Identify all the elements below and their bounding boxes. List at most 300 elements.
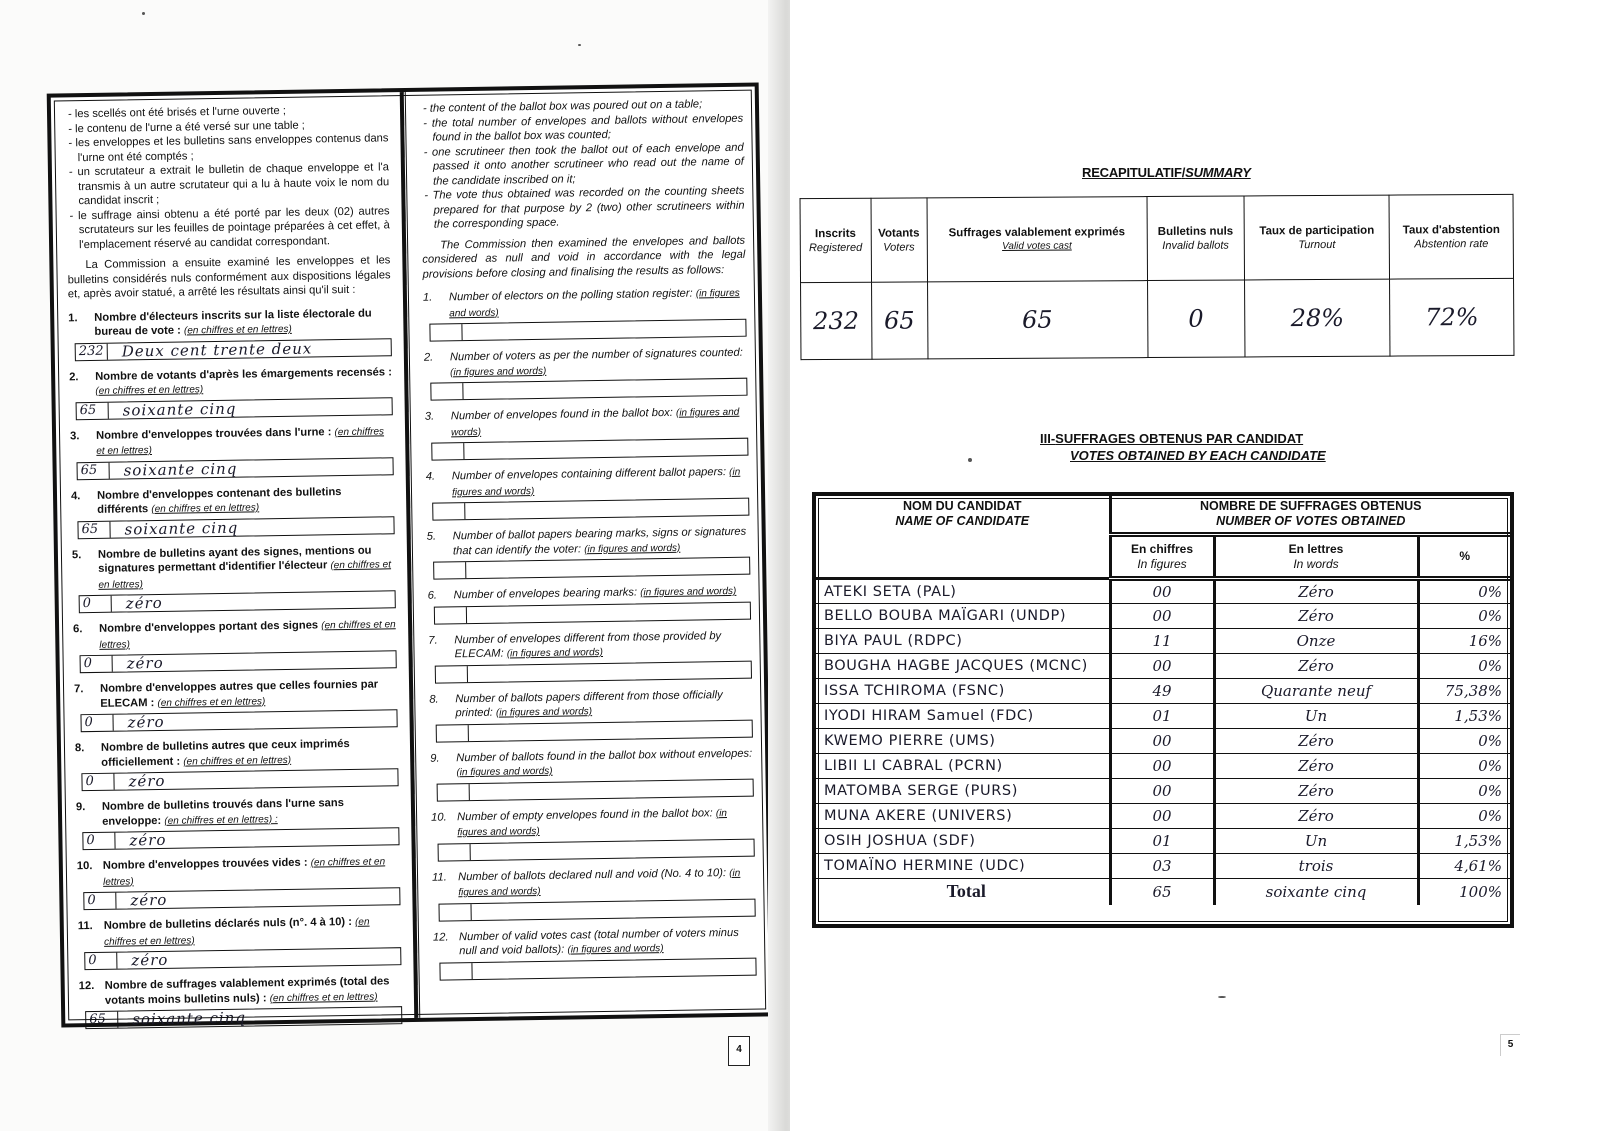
item-hint: (in figures and words)	[567, 943, 664, 956]
item-text: Nombre de bulletins ayant des signes, mentions ou signatures permettant d'identifier l'électeur	[97, 544, 372, 575]
answer-figure[interactable]	[439, 844, 471, 861]
answer-figure[interactable]	[432, 443, 464, 460]
candidate-percent: 0%	[1418, 604, 1510, 629]
answer-words[interactable]: zéro	[127, 712, 165, 732]
answer-figure[interactable]	[438, 784, 470, 801]
answer-figure[interactable]: 0	[84, 893, 116, 910]
candidate-name: MUNA AKERE (UNIVERS)	[816, 804, 1110, 829]
answer-figure[interactable]	[431, 383, 463, 400]
answer-words[interactable]	[470, 779, 753, 799]
summary-value: 65	[927, 281, 1147, 359]
summary-col-fr: Votants	[878, 226, 920, 240]
item-hint: (en chiffres et en lettres)	[183, 323, 292, 337]
form-item	[432, 865, 755, 901]
total-percent: 100%	[1418, 879, 1510, 905]
answer-words[interactable]	[471, 899, 754, 919]
answer-words[interactable]	[469, 720, 752, 740]
summary-col-fr: Taux d'abstention	[1402, 223, 1500, 236]
item-hint: (in figures and words)	[458, 867, 741, 899]
page-number-left: 4	[728, 1036, 750, 1066]
candidate-votes-figure: 00	[1110, 604, 1214, 629]
candidate-votes-figure: 00	[1110, 804, 1214, 829]
item-text: Number of voters as per the number of signatures counted:	[449, 346, 743, 364]
form-item	[430, 746, 753, 781]
summary-col-header	[1244, 195, 1390, 280]
answer-figure[interactable]: 232	[76, 343, 108, 360]
procedure-bullet: - The vote thus obtained was recorded on the counting sheets prepared for that purpose by 2 (two) other scrutineers within the corresponding space.	[424, 184, 745, 231]
candidate-votes-figure: 01	[1110, 704, 1214, 729]
item-number: 4.	[425, 470, 436, 483]
form-item	[429, 687, 752, 722]
candidate-row	[816, 729, 1510, 754]
answer-field[interactable]	[75, 338, 392, 361]
item-label	[101, 736, 398, 771]
item-text: Nombre d'enveloppes autres que celles fournies par ELECAM :	[99, 678, 379, 710]
item-hint: (in figures and words)	[450, 365, 547, 378]
candidate-name: BELLO BOUBA MAÏGARI (UNDP)	[816, 604, 1110, 629]
votes-header-row	[816, 496, 1510, 535]
item-label	[455, 687, 752, 722]
item-label	[453, 525, 750, 560]
item-number: 5.	[426, 530, 437, 543]
answer-words[interactable]	[464, 439, 747, 459]
form-item	[424, 346, 747, 381]
item-label	[452, 465, 749, 501]
answer-words[interactable]: Deux cent trente deux	[121, 339, 313, 361]
candidate-row	[816, 704, 1510, 729]
procedure-bullet: - the total number of envelopes and ballots without envelopes found in the ballot box was counted;	[423, 112, 744, 144]
item-number: 3.	[69, 429, 80, 442]
answer-words[interactable]	[462, 320, 745, 340]
answer-figure[interactable]: 0	[80, 596, 112, 613]
candidate-percent: 4,61%	[1418, 854, 1510, 879]
form-item	[79, 974, 402, 1009]
scan-speck	[968, 458, 972, 462]
item-number: 1.	[422, 291, 433, 304]
candidate-percent: 16%	[1418, 629, 1510, 654]
sub-words-fr: En lettres	[1288, 541, 1344, 556]
candidate-votes-words: Zéro	[1214, 654, 1418, 679]
summary-col-en: Turnout	[1298, 238, 1336, 251]
answer-field[interactable]	[79, 590, 396, 613]
answer-figure[interactable]: 65	[78, 521, 110, 538]
answer-words[interactable]	[466, 558, 749, 578]
item-label	[99, 617, 396, 653]
item-text: Number of envelopes bearing marks:	[453, 586, 638, 602]
item-hint: (in figures and words)	[456, 765, 553, 779]
answer-figure[interactable]	[434, 562, 466, 579]
summary-value: 28%	[1245, 279, 1391, 357]
answer-field[interactable]	[76, 397, 393, 420]
votes-section-title	[1040, 430, 1420, 464]
item-number: 2.	[69, 370, 79, 383]
candidate-row	[816, 804, 1510, 829]
form-item	[428, 628, 751, 663]
candidate-votes-words: Zéro	[1214, 729, 1418, 754]
item-number: 5.	[71, 548, 82, 561]
form-item	[68, 306, 391, 341]
procedure-bullet: - les scellés ont été brisés et l'urne ouverte ;	[67, 104, 287, 121]
item-label	[104, 914, 401, 950]
candidate-percent: 1,53%	[1418, 829, 1510, 854]
answer-figure[interactable]: 0	[81, 656, 113, 673]
item-hint: (en chiffres et en lettres)	[103, 916, 370, 948]
answer-field[interactable]	[438, 838, 755, 861]
total-figure: 65	[1110, 879, 1214, 905]
item-label	[97, 484, 394, 519]
summary-table	[800, 194, 1515, 360]
item-text: Nombre d'enveloppes portant des signes	[99, 619, 319, 635]
item-label	[454, 584, 751, 604]
summary-title-sep: /	[1181, 165, 1186, 180]
candidate-votes-figure: 00	[1110, 779, 1214, 804]
item-hint: (in figures and words)	[584, 542, 681, 555]
votes-obtained-header	[1110, 496, 1510, 535]
item-number: 11.	[431, 870, 447, 884]
answer-words[interactable]: soixante cinq	[124, 518, 239, 538]
item-text: Number of empty envelopes found in the ballot box:	[457, 806, 713, 823]
candidate-votes-words: Onze	[1214, 629, 1418, 654]
item-text: Number of valid votes cast (total number of voters minus null and void ballots):	[458, 926, 739, 958]
item-number: 12.	[78, 980, 95, 993]
candidate-votes-words: Un	[1214, 829, 1418, 854]
procedure-bullet: - le suffrage ainsi obtenu a été porté par les deux (02) autres scrutateurs sur les feuilles de pointage préparées à cet effet, à l'emplacement réservé au candidat correspondant.	[69, 204, 390, 251]
item-hint: (in figures and words)	[640, 585, 737, 599]
answer-words[interactable]: zéro	[125, 593, 163, 613]
answer-field[interactable]	[85, 1006, 402, 1029]
candidate-row	[816, 829, 1510, 854]
item-text: Number of ballots declared null and void (No. 4 to 10):	[457, 866, 727, 883]
answer-words[interactable]: soixante cinq	[123, 459, 238, 479]
candidate-votes-figure: 03	[1110, 854, 1214, 879]
candidate-votes-figure: 00	[1110, 729, 1214, 754]
summary-value: 232	[801, 282, 872, 359]
candidate-name: ATEKI SETA (PAL)	[816, 579, 1110, 604]
answer-words[interactable]: zéro	[130, 890, 168, 910]
item-label	[103, 854, 400, 890]
form-item	[72, 543, 396, 594]
summary-col-en: Abstention rate	[1414, 237, 1489, 250]
item-number: 9.	[75, 801, 86, 814]
item-number: 7.	[73, 683, 84, 696]
candidate-votes-words: Zéro	[1214, 804, 1418, 829]
form-item	[427, 525, 750, 560]
summary-title	[1082, 165, 1251, 180]
answer-field[interactable]	[77, 516, 394, 539]
answer-words[interactable]	[463, 379, 746, 399]
form-item	[426, 465, 749, 501]
item-hint: (en chiffres et en lettres)	[96, 425, 385, 457]
item-number: 8.	[429, 693, 439, 706]
answer-field[interactable]	[439, 957, 756, 980]
answer-words[interactable]	[465, 499, 748, 519]
candidate-name: ISSA TCHIROMA (FSNC)	[816, 679, 1110, 704]
commission-paragraph: La Commission a ensuite examiné les enveloppes et les bulletins considérés nuls conformément aux dispositions légales et, après avoir statué, a arrêté les résultats ainsi qu'il suit :	[67, 254, 391, 301]
in-words-header	[1214, 535, 1418, 579]
item-hint: (en chiffres et en lettres)	[269, 991, 378, 1004]
item-number: 10.	[76, 860, 93, 873]
candidate-percent: 0%	[1418, 754, 1510, 779]
candidate-votes-words: Zéro	[1214, 754, 1418, 779]
item-number: 9.	[430, 752, 440, 765]
form-item	[70, 424, 393, 460]
item-label	[98, 543, 396, 593]
procedure-bullet: - one scrutineer then took the ballot out of each envelope and passed it onto another scrutineer who read out the name of the candidate inscribed on it;	[423, 141, 744, 188]
answer-figure[interactable]	[430, 324, 462, 341]
summary-header-row	[800, 194, 1513, 282]
header-name-en: NAME OF CANDIDATE	[895, 514, 1030, 528]
item-label	[457, 805, 754, 841]
answer-words[interactable]	[468, 661, 751, 681]
item-label	[96, 424, 393, 460]
candidate-percent: 0%	[1418, 579, 1510, 604]
commission-paragraph: The Commission then examined the envelopes and ballots considered as null and void in accordance with the legal provisions before closing and finalising the results as follows:	[422, 234, 746, 281]
item-hint: (en chiffres et en lettres)	[98, 559, 392, 591]
item-text: Number of ballots found in the ballot box without envelopes:	[456, 747, 753, 764]
item-text: Number of envelopes containing different ballot papers:	[451, 466, 727, 483]
answer-figure[interactable]: 0	[85, 953, 117, 970]
summary-col-fr: Bulletins nuls	[1157, 225, 1234, 238]
procedure-bullet: - le contenu de l'urne a été versé sur une table ;	[68, 119, 305, 135]
candidate-row	[816, 604, 1510, 629]
answer-figure[interactable]	[435, 607, 467, 624]
form-item	[423, 286, 746, 322]
item-hint: (en chiffres et en lettres)	[95, 384, 204, 397]
item-hint: (in figures and words)	[457, 807, 728, 839]
item-text: Number of ballots papers different from those officially printed:	[455, 688, 723, 720]
answer-figure[interactable]: 0	[81, 715, 113, 732]
candidate-name: LIBII LI CABRAL (PCRN)	[816, 754, 1110, 779]
item-hint: (in figures and words)	[451, 466, 741, 498]
answer-figure[interactable]	[437, 725, 469, 742]
left-page	[0, 0, 790, 1131]
in-figures-header	[1110, 535, 1214, 579]
answer-figure[interactable]	[436, 666, 468, 683]
answer-field[interactable]	[83, 887, 400, 910]
answer-figure[interactable]: 65	[78, 462, 110, 479]
item-label	[105, 974, 402, 1009]
answer-words[interactable]: zéro	[129, 830, 167, 850]
item-text: Nombre de votants d'après les émargements recensés :	[95, 365, 392, 383]
header-name-fr: NOM DU CANDIDAT	[902, 499, 1022, 513]
answer-figure[interactable]: 0	[82, 774, 114, 791]
candidate-name: BIYA PAUL (RDPC)	[816, 629, 1110, 654]
item-text: Nombre d'enveloppes trouvées dans l'urne :	[95, 425, 332, 442]
candidate-row	[816, 779, 1510, 804]
answer-figure[interactable]	[440, 963, 472, 980]
answer-field[interactable]	[84, 947, 401, 970]
summary-col-en: Invalid ballots	[1162, 239, 1229, 252]
answer-field[interactable]	[436, 719, 753, 742]
item-hint: (in figures and words)	[495, 706, 593, 719]
answer-words[interactable]: zéro	[128, 771, 166, 791]
summary-title-fr: RECAPITULATIF	[1082, 165, 1182, 180]
item-label	[450, 346, 747, 381]
scan-speck	[142, 12, 145, 15]
sub-figures-en: In figures	[1137, 556, 1187, 571]
candidate-percent: 75,38%	[1418, 679, 1510, 704]
answer-words[interactable]: zéro	[131, 950, 169, 970]
candidate-name-header	[816, 496, 1110, 579]
candidate-name: TOMAÏNO HERMINE (UDC)	[816, 854, 1110, 879]
item-number: 10.	[431, 810, 447, 824]
form-item	[71, 484, 394, 519]
candidate-row	[816, 629, 1510, 654]
candidate-votes-figure: 00	[1110, 654, 1214, 679]
form-item	[425, 405, 748, 441]
summary-col-header	[800, 198, 871, 282]
item-hint: (en chiffres et en lettres) :	[164, 813, 278, 827]
votes-table-frame	[812, 492, 1514, 928]
item-label	[459, 925, 756, 960]
answer-field[interactable]	[429, 319, 746, 342]
item-text: Nombre d'enveloppes contenant des bulletins différents	[96, 485, 342, 516]
item-label	[449, 286, 746, 322]
candidate-percent: 0%	[1418, 729, 1510, 754]
answer-figure[interactable]: 65	[77, 402, 109, 419]
answer-words[interactable]: zéro	[126, 653, 164, 673]
candidate-votes-words: Un	[1214, 704, 1418, 729]
answer-words[interactable]	[467, 602, 750, 622]
item-label	[458, 865, 755, 901]
item-label	[456, 746, 753, 781]
candidate-votes-words: Zéro	[1214, 779, 1418, 804]
answer-words[interactable]	[472, 958, 755, 978]
candidate-name: IYODI HIRAM Samuel (FDC)	[816, 704, 1110, 729]
summary-value: 0	[1147, 280, 1245, 358]
item-text: Nombre de suffrages valablement exprimés (total des votants moins bulletins nuls) :	[104, 975, 390, 1007]
item-number: 8.	[74, 742, 85, 755]
pv-form-frame	[47, 82, 774, 1027]
candidate-votes-words: Zéro	[1214, 604, 1418, 629]
candidate-votes-words: Zéro	[1214, 579, 1418, 604]
answer-words[interactable]: soixante cinq	[122, 399, 237, 419]
header-votes-fr: NOMBRE DE SUFFRAGES OBTENUS	[1199, 499, 1422, 513]
answer-field[interactable]	[435, 660, 752, 683]
votes-title-fr: SUFFRAGES OBTENUS PAR CANDIDAT	[1055, 431, 1304, 446]
summary-col-fr: Inscrits	[814, 227, 856, 240]
form-item	[73, 617, 396, 653]
answer-words[interactable]	[471, 839, 754, 859]
candidate-name: BOUGHA HAGBE JACQUES (MCNC)	[816, 654, 1110, 679]
item-label	[451, 405, 748, 441]
item-number: 7.	[428, 634, 438, 647]
procedure-bullet: - un scrutateur a extrait le bulletin de chaque enveloppe et l'a transmis à un autre scrutateur qui a lu à haute voix le nom du candidat inscrit ;	[68, 161, 390, 208]
item-number: 3.	[424, 410, 435, 423]
item-text: Nombre de bulletins déclarés nuls (n°. 4 à 10) :	[103, 915, 353, 932]
answer-field[interactable]	[430, 378, 747, 401]
item-label	[100, 677, 397, 712]
item-number: 11.	[77, 920, 93, 933]
item-number: 1.	[68, 311, 78, 324]
summary-value: 65	[871, 282, 928, 359]
candidate-row	[816, 854, 1510, 879]
item-text: Number of envelopes different from those provided by ELECAM:	[454, 629, 722, 661]
answer-figure[interactable]	[439, 904, 471, 921]
item-text: Number of ballot papers bearing marks, signs or signatures that can identify the voter:	[452, 525, 747, 557]
item-text: Nombre d'enveloppes trouvées vides :	[102, 856, 308, 872]
summary-col-header	[1147, 196, 1245, 281]
item-hint: (en chiffres et en lettres)	[183, 754, 292, 768]
candidate-votes-words: trois	[1214, 854, 1418, 879]
item-hint: (en chiffres et en lettres)	[103, 856, 386, 888]
candidate-name: MATOMBA SERGE (PURS)	[816, 779, 1110, 804]
section-roman-numeral: III-	[1040, 431, 1056, 446]
answer-field[interactable]	[80, 709, 397, 732]
answer-field[interactable]	[431, 438, 748, 461]
item-number: 12.	[432, 930, 449, 944]
item-number: 6.	[427, 589, 438, 602]
candidate-votes-figure: 11	[1110, 629, 1214, 654]
candidate-percent: 0%	[1418, 779, 1510, 804]
votes-title-en: VOTES OBTAINED BY EACH CANDIDATE	[1070, 448, 1326, 463]
answer-field[interactable]	[80, 650, 397, 673]
item-number: 2.	[423, 351, 434, 364]
summary-col-header	[1389, 194, 1513, 279]
answer-field[interactable]	[432, 498, 749, 521]
sub-words-en: In words	[1293, 556, 1339, 571]
total-label: Total	[946, 881, 986, 902]
answer-field[interactable]	[433, 557, 750, 580]
summary-col-en: Valid votes cast	[1002, 240, 1072, 252]
answer-field[interactable]	[81, 768, 398, 791]
answer-figure[interactable]: 0	[83, 833, 115, 850]
form-item	[433, 925, 756, 960]
answer-words[interactable]: soixante cinq	[132, 1008, 247, 1029]
item-number: 6.	[73, 623, 83, 636]
candidate-percent: 0%	[1418, 804, 1510, 829]
candidate-votes-figure: 49	[1110, 679, 1214, 704]
answer-figure[interactable]: 65	[86, 1012, 118, 1029]
item-label	[102, 795, 399, 830]
summary-col-fr: Suffrages valablement exprimés	[948, 225, 1126, 239]
sub-figures-fr: En chiffres	[1130, 541, 1193, 556]
form-item	[74, 677, 397, 712]
item-hint: (en chiffres et en lettres)	[99, 619, 396, 651]
answer-field[interactable]	[437, 778, 754, 801]
candidate-row	[816, 579, 1510, 604]
french-column	[51, 92, 415, 1029]
item-hint: (in figures and words)	[450, 406, 740, 438]
answer-figure[interactable]	[433, 503, 465, 520]
procedure-bullet: - les enveloppes et les bulletins sans enveloppes contenus dans l'urne ont été comptés ;	[68, 132, 389, 164]
summary-col-fr: Taux de participation	[1259, 224, 1375, 237]
total-words: soixante cinq	[1214, 879, 1418, 905]
item-label	[95, 365, 392, 400]
summary-col-en: Voters	[883, 240, 915, 254]
votes-table	[816, 496, 1510, 905]
answer-field[interactable]	[76, 457, 393, 480]
answer-field[interactable]	[434, 601, 751, 624]
answer-field[interactable]	[82, 827, 399, 850]
item-label	[94, 306, 391, 341]
item-text: Nombre de bulletins trouvés dans l'urne sans enveloppe:	[101, 797, 344, 828]
summary-title-en: SUMMARY	[1185, 165, 1251, 180]
candidate-percent: 1,53%	[1418, 704, 1510, 729]
answer-field[interactable]	[438, 898, 755, 921]
candidate-percent: 0%	[1418, 654, 1510, 679]
form-item	[75, 736, 398, 771]
summary-value: 72%	[1390, 278, 1514, 356]
item-number: 4.	[70, 489, 81, 502]
item-hint: (in figures and words)	[449, 287, 740, 319]
item-text: Nombre de bulletins autres que ceux imprimés officiellement :	[100, 737, 350, 769]
summary-col-header	[927, 197, 1147, 282]
candidate-votes-figure: 00	[1110, 754, 1214, 779]
candidate-row	[816, 679, 1510, 704]
candidate-votes-figure: 01	[1110, 829, 1214, 854]
item-hint: (en chiffres et en lettres)	[157, 695, 266, 709]
